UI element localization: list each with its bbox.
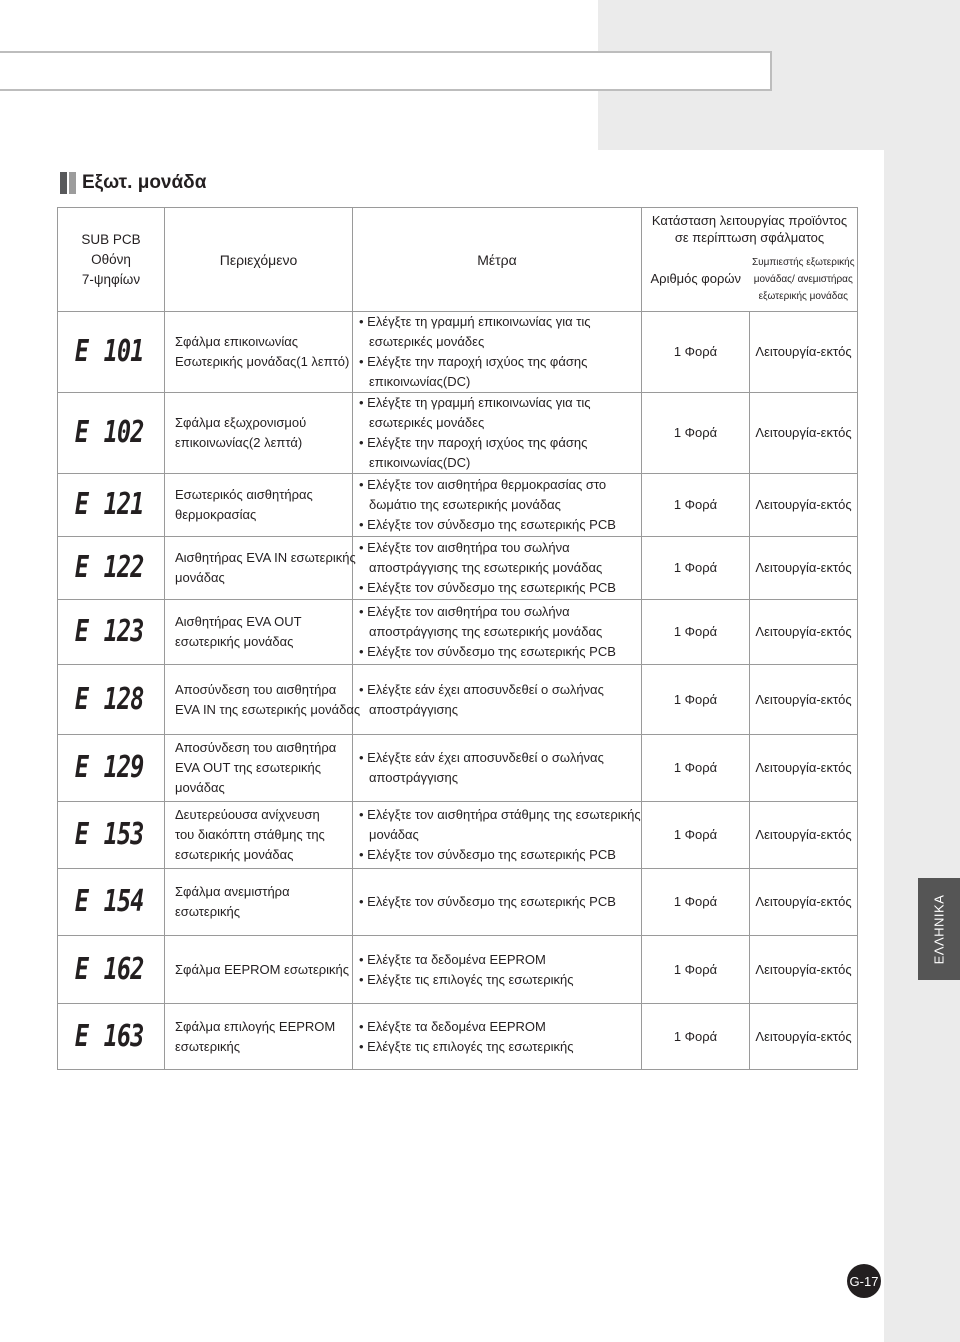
error-count: 1 Φορά (642, 936, 750, 1004)
fan-state: Λειτουργία-εκτός (750, 665, 858, 735)
fan-state: Λειτουργία-εκτός (750, 936, 858, 1004)
table-row (58, 869, 858, 936)
error-content: Αισθητήρας EVA OUT εσωτερικής μονάδας (165, 600, 353, 665)
error-code-display: E 162 (58, 936, 165, 1004)
error-content: Δευτερεύουσα ανίχνευση του διακόπτη στάθμης της εσωτερικής μονάδας (165, 802, 353, 869)
error-code-display: E 102 (58, 393, 165, 474)
error-count: 1 Φορά (642, 869, 750, 936)
fan-state: Λειτουργία-εκτός (750, 474, 858, 537)
error-measures: • Ελέγξτε τα δεδομένα EEPROM • Ελέγξτε τις επιλογές της εσωτερικής (353, 936, 642, 1004)
table-row (58, 1004, 858, 1070)
error-code-display: E 123 (58, 600, 165, 665)
error-measures: • Ελέγξτε εάν έχει αποσυνδεθεί ο σωλήνας αποστράγγισης (353, 665, 642, 735)
error-code-display: E 128 (58, 665, 165, 735)
error-content: Σφάλμα επικοινωνίας Εσωτερικής μονάδας(1 λεπτό) (165, 312, 353, 393)
error-measures: • Ελέγξτε τον αισθητήρα του σωλήνα αποστράγγισης της εσωτερικής μονάδας • Ελέγξτε τον σύνδεσμο της εσωτερικής PCB (353, 600, 642, 665)
error-count: 1 Φορά (642, 600, 750, 665)
error-count: 1 Φορά (642, 1004, 750, 1070)
error-code-display: E 101 (58, 312, 165, 393)
header-bar (0, 51, 772, 91)
table-row (58, 936, 858, 1004)
error-content: Αποσύνδεση του αισθητήρα EVA OUT της εσωτερικής μονάδας (165, 735, 353, 802)
error-measures: • Ελέγξτε τον αισθητήρα του σωλήνα αποστράγγισης της εσωτερικής μονάδας • Ελέγξτε τον σύνδεσμο της εσωτερικής PCB (353, 537, 642, 600)
error-content: Εσωτερικός αισθητήρας θερμοκρασίας (165, 474, 353, 537)
error-measures: • Ελέγξτε τον αισθητήρα στάθμης της εσωτερικής μονάδας • Ελέγξτε τον σύνδεσμο της εσωτερικής PCB (353, 802, 642, 869)
fan-state: Λειτουργία-εκτός (750, 735, 858, 802)
table-row (58, 600, 858, 665)
fan-state: Λειτουργία-εκτός (750, 802, 858, 869)
table-row (58, 312, 858, 393)
fan-state: Λειτουργία-εκτός (750, 1004, 858, 1070)
section-title (60, 170, 206, 196)
title-marker-icon (69, 172, 76, 194)
table-row (58, 393, 858, 474)
error-count: 1 Φορά (642, 312, 750, 393)
error-content: Σφάλμα EEPROM εσωτερικής (165, 936, 353, 1004)
fan-state: Λειτουργία-εκτός (750, 869, 858, 936)
fan-state: Λειτουργία-εκτός (750, 600, 858, 665)
error-measures: • Ελέγξτε τον σύνδεσμο της εσωτερικής PCB (353, 869, 642, 936)
section-title-text: Εξωτ. μονάδα (82, 172, 207, 193)
header-code: SUB PCB Οθόνη 7-ψηφίων (58, 208, 165, 312)
error-count: 1 Φορά (642, 474, 750, 537)
error-code-display: E 154 (58, 869, 165, 936)
error-measures: • Ελέγξτε τον αισθητήρα θερμοκρασίας στο δωμάτιο της εσωτερικής μονάδας • Ελέγξτε τον σύνδεσμο της εσωτερικής PCB (353, 474, 642, 537)
language-tab-label: ΕΛΛΗΝΙΚΑ (931, 894, 947, 964)
header-count: Αριθμός φορών (642, 248, 750, 312)
error-code-display: E 163 (58, 1004, 165, 1070)
error-code-display: E 129 (58, 735, 165, 802)
error-measures: • Ελέγξτε εάν έχει αποσυνδεθεί ο σωλήνας αποστράγγισης (353, 735, 642, 802)
error-count: 1 Φορά (642, 735, 750, 802)
error-measures: • Ελέγξτε τη γραμμή επικοινωνίας για τις εσωτερικές μονάδες • Ελέγξτε την παροχή ισχύος της φάσης επικοινωνίας(DC) (353, 312, 642, 393)
error-count: 1 Φορά (642, 393, 750, 474)
table-row (58, 802, 858, 869)
error-code-display: E 153 (58, 802, 165, 869)
error-content: Αποσύνδεση του αισθητήρα EVA IN της εσωτερικής μονάδας (165, 665, 353, 735)
error-count: 1 Φορά (642, 537, 750, 600)
error-code-table (57, 207, 858, 1070)
background-panel-side (884, 150, 960, 1342)
fan-state: Λειτουργία-εκτός (750, 393, 858, 474)
title-marker-icon (60, 172, 67, 194)
table-row (58, 474, 858, 537)
fan-state: Λειτουργία-εκτός (750, 312, 858, 393)
header-content: Περιεχόμενο (165, 208, 353, 312)
header-state: Κατάσταση λειτουργίας προϊόντος σε περίπτωση σφάλματος (642, 208, 858, 248)
page-number: G-17 (847, 1264, 881, 1298)
table-row (58, 735, 858, 802)
header-measures: Μέτρα (353, 208, 642, 312)
error-code-display: E 121 (58, 474, 165, 537)
error-content: Σφάλμα ανεμιστήρα εσωτερικής (165, 869, 353, 936)
error-measures: • Ελέγξτε τα δεδομένα EEPROM • Ελέγξτε τις επιλογές της εσωτερικής (353, 1004, 642, 1070)
error-content: Αισθητήρας EVA IN εσωτερικής μονάδας (165, 537, 353, 600)
error-measures: • Ελέγξτε τη γραμμή επικοινωνίας για τις εσωτερικές μονάδες • Ελέγξτε την παροχή ισχύος της φάσης επικοινωνίας(DC) (353, 393, 642, 474)
fan-state: Λειτουργία-εκτός (750, 537, 858, 600)
language-tab (918, 878, 960, 980)
error-content: Σφάλμα εξωχρονισμού επικοινωνίας(2 λεπτά) (165, 393, 353, 474)
error-code-display: E 122 (58, 537, 165, 600)
header-fan: Συμπιεστής εξωτερικής μονάδας/ ανεμιστήρας εξωτερικής μονάδας (750, 248, 858, 312)
table-row (58, 537, 858, 600)
table-row (58, 665, 858, 735)
error-count: 1 Φορά (642, 665, 750, 735)
error-count: 1 Φορά (642, 802, 750, 869)
error-content: Σφάλμα επιλογής EEPROM εσωτερικής (165, 1004, 353, 1070)
